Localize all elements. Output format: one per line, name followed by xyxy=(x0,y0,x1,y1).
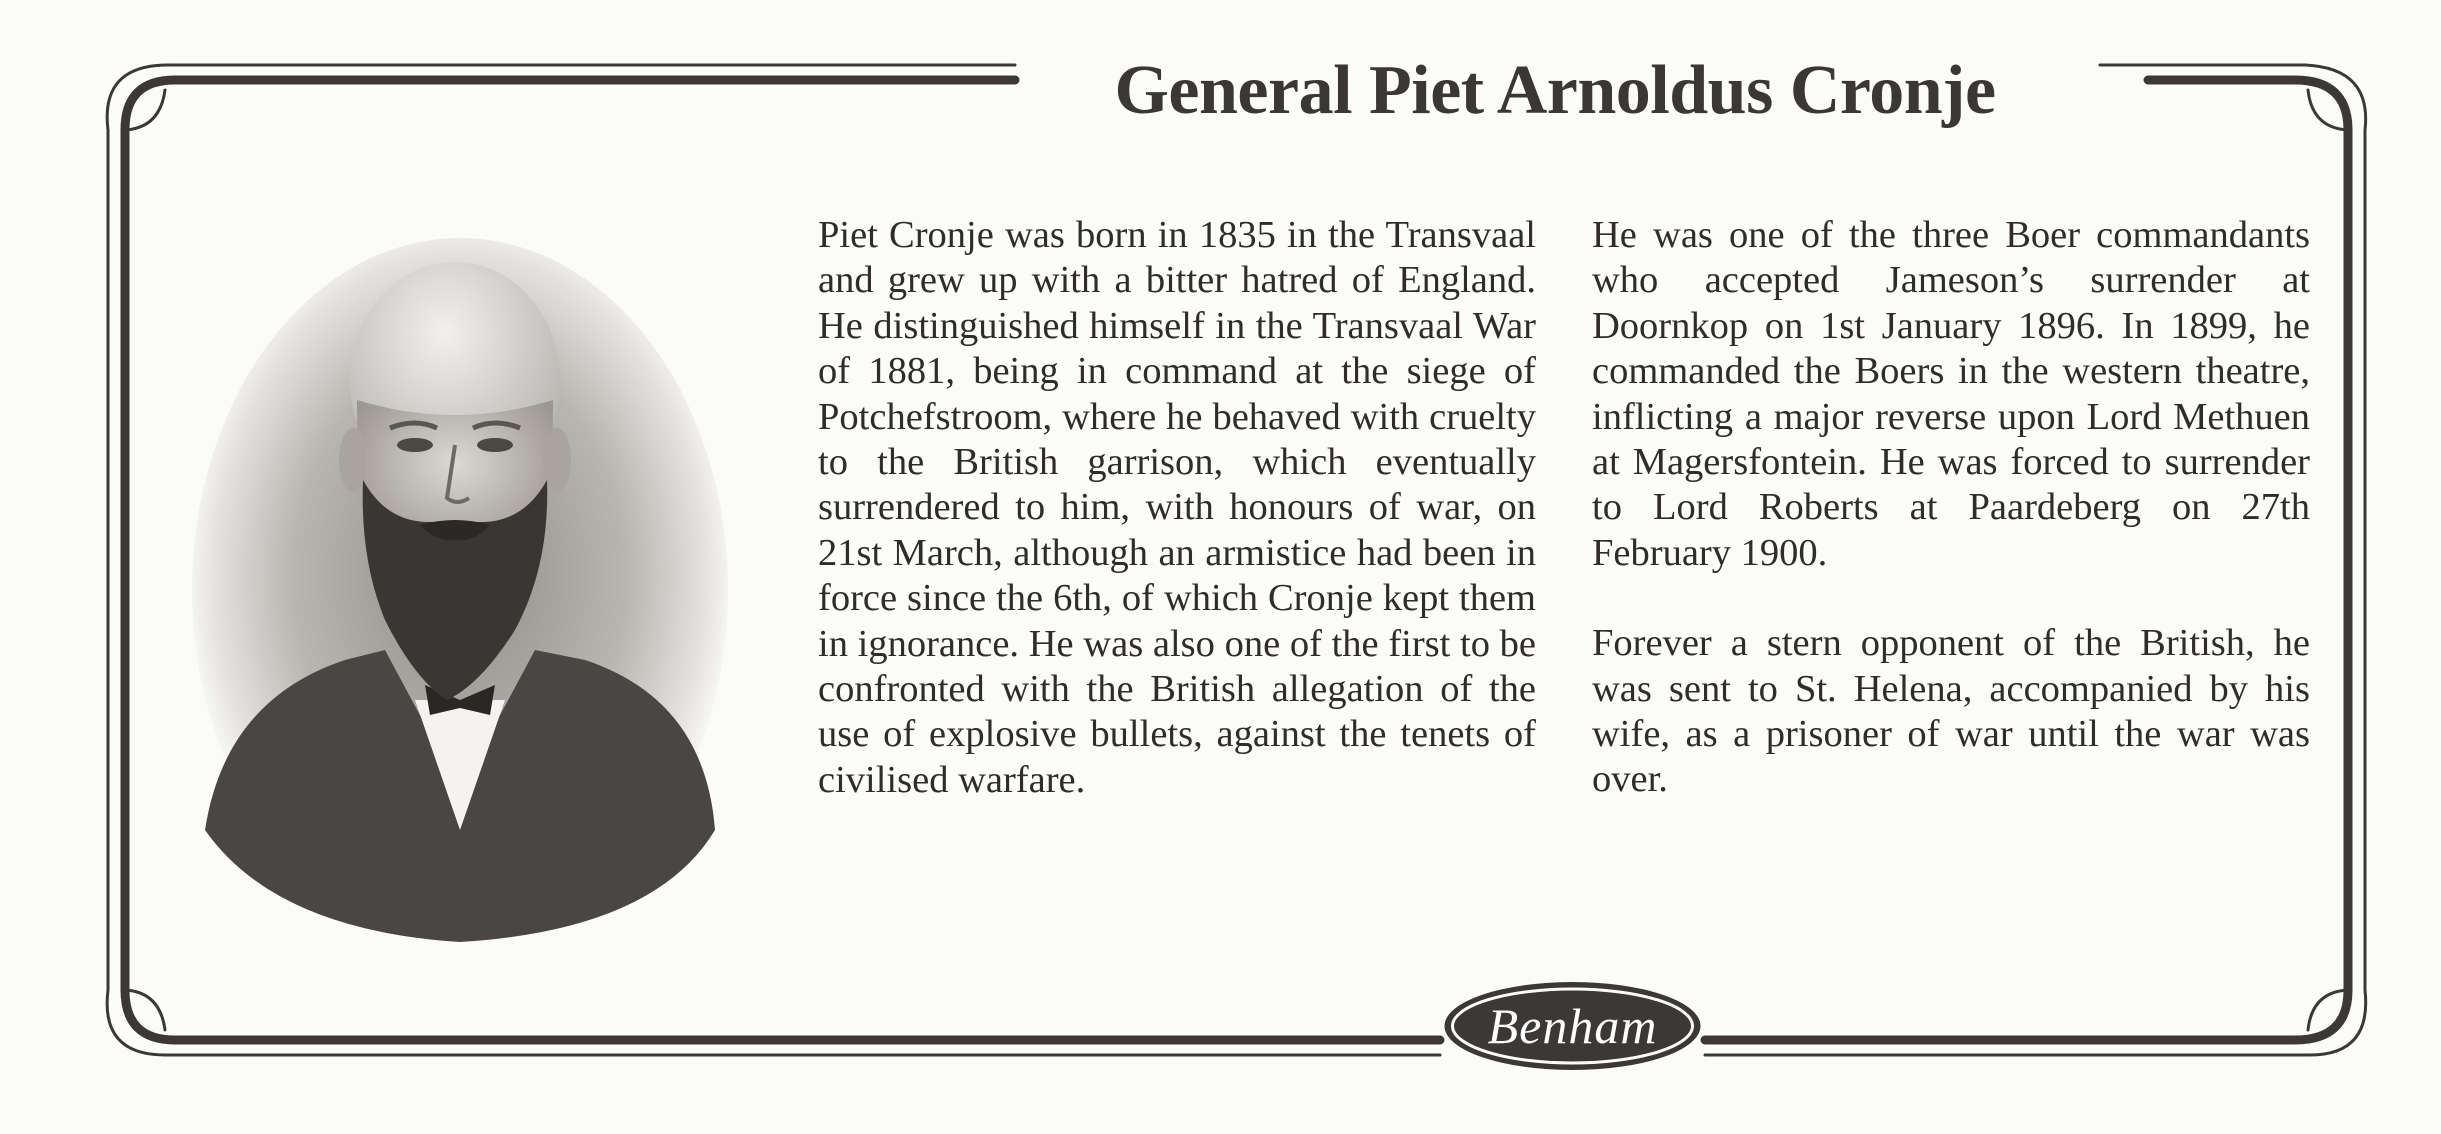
text-column-right xyxy=(1592,213,2310,803)
paragraph: He was one of the three Boer commandants who accepted Jameson’s surrender at Doornkop on 1st January 1896. In 1899, he commanded the Boers in the western theatre, inflicting a major reverse upon Lord Methuen at Magersfontein. He was forced to surrender to Lord Roberts at Paardeberg on 27th February 1900. xyxy=(1592,214,2310,574)
text-column-left xyxy=(818,213,1536,803)
paragraph: Piet Cronje was born in 1835 in the Transvaal and grew up with a bitter hatred of England. He distinguished himself in the Transvaal War of 1881, being in command at the siege of Potchefstroom, where he behaved with cruelty to the British garrison, which eventually surrendered to him, with honours of war, on 21st March, although an armistice had been in force since the 6th, of which Cronje kept them in ignorance. He was also one of the first to be confronted with the British allegation of the use of explosive bullets, against the tenets of civilised warfare. xyxy=(818,214,1536,801)
logo-text: Benham xyxy=(1487,998,1658,1054)
page-title: General Piet Arnoldus Cronje xyxy=(1114,52,1996,129)
portrait-image xyxy=(185,230,735,950)
paragraph: Forever a stern opponent of the British, he was sent to St. Helena, accompanied by his wife, as a prisoner of war until the war was over. xyxy=(1592,622,2310,801)
benham-logo xyxy=(1440,978,1705,1074)
